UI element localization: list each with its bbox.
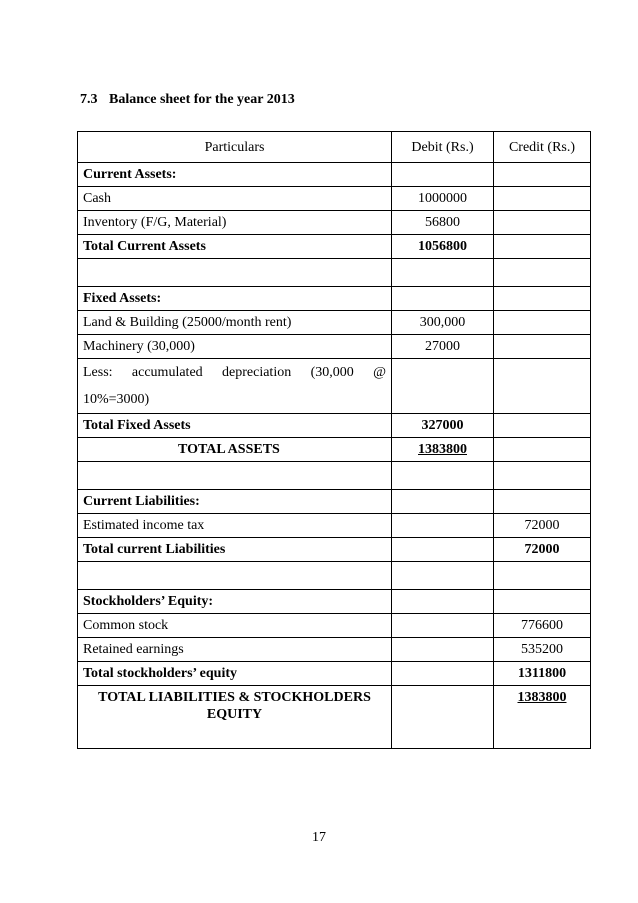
total-fixed-assets-label: Total Fixed Assets xyxy=(78,414,392,438)
table-header-row xyxy=(78,132,591,163)
land-building-debit: 300,000 xyxy=(392,311,494,335)
total-liabilities-equity-line2: EQUITY xyxy=(206,707,263,722)
less-depreciation-label: Less: accumulated depreciation (30,000 @ 10%=3000) xyxy=(78,359,392,414)
total-current-assets-label: Total Current Assets xyxy=(78,235,392,259)
table-row xyxy=(78,662,591,686)
total-assets-label: TOTAL ASSETS xyxy=(78,438,392,462)
total-current-liabilities-label: Total current Liabilities xyxy=(78,538,392,562)
table-row xyxy=(78,235,591,259)
land-building-label: Land & Building (25000/month rent) xyxy=(78,311,392,335)
table-row xyxy=(78,287,591,311)
table-row xyxy=(78,590,591,614)
table-row xyxy=(78,335,591,359)
table-row xyxy=(78,462,591,490)
table-row xyxy=(78,514,591,538)
machinery-debit: 27000 xyxy=(392,335,494,359)
retained-earnings-label: Retained earnings xyxy=(78,638,392,662)
total-liabilities-equity-line1: TOTAL LIABILITIES & STOCKHOLDERS xyxy=(98,690,371,705)
total-equity-credit: 1311800 xyxy=(494,662,591,686)
section-number: 7.3 xyxy=(80,92,98,107)
table-row xyxy=(78,614,591,638)
table-row xyxy=(78,311,591,335)
total-liabilities-equity-label xyxy=(78,686,392,749)
income-tax-credit: 72000 xyxy=(494,514,591,538)
cash-debit: 1000000 xyxy=(392,187,494,211)
total-assets-debit: 1383800 xyxy=(418,442,467,457)
table-row xyxy=(78,187,591,211)
table-row xyxy=(78,359,591,414)
debit-header: Debit (Rs.) xyxy=(392,132,494,163)
table-row xyxy=(78,562,591,590)
page-number: 17 xyxy=(312,830,326,845)
table-row xyxy=(78,538,591,562)
total-current-assets-debit: 1056800 xyxy=(392,235,494,259)
table-row xyxy=(78,490,591,514)
common-stock-label: Common stock xyxy=(78,614,392,638)
table-row xyxy=(78,638,591,662)
income-tax-label: Estimated income tax xyxy=(78,514,392,538)
table-row xyxy=(78,686,591,749)
common-stock-credit: 776600 xyxy=(494,614,591,638)
table-row xyxy=(78,438,591,462)
total-liabilities-equity-credit: 1383800 xyxy=(517,690,567,705)
total-equity-label: Total stockholders’ equity xyxy=(78,662,392,686)
section-title: Balance sheet for the year 2013 xyxy=(109,92,295,107)
machinery-label: Machinery (30,000) xyxy=(78,335,392,359)
equity-header: Stockholders’ Equity: xyxy=(78,590,392,614)
total-current-liabilities-credit: 72000 xyxy=(494,538,591,562)
table-row xyxy=(78,414,591,438)
fixed-assets-header: Fixed Assets: xyxy=(78,287,392,311)
retained-earnings-credit: 535200 xyxy=(494,638,591,662)
cash-label: Cash xyxy=(78,187,392,211)
table-row xyxy=(78,211,591,235)
inventory-label: Inventory (F/G, Material) xyxy=(78,211,392,235)
current-assets-header: Current Assets: xyxy=(78,163,392,187)
inventory-debit: 56800 xyxy=(392,211,494,235)
table-row xyxy=(78,163,591,187)
credit-header: Credit (Rs.) xyxy=(494,132,591,163)
section-heading xyxy=(80,92,295,108)
current-liabilities-header: Current Liabilities: xyxy=(78,490,392,514)
total-fixed-assets-debit: 327000 xyxy=(392,414,494,438)
particulars-header: Particulars xyxy=(78,132,392,163)
balance-sheet-table xyxy=(77,131,591,749)
table-row xyxy=(78,259,591,287)
